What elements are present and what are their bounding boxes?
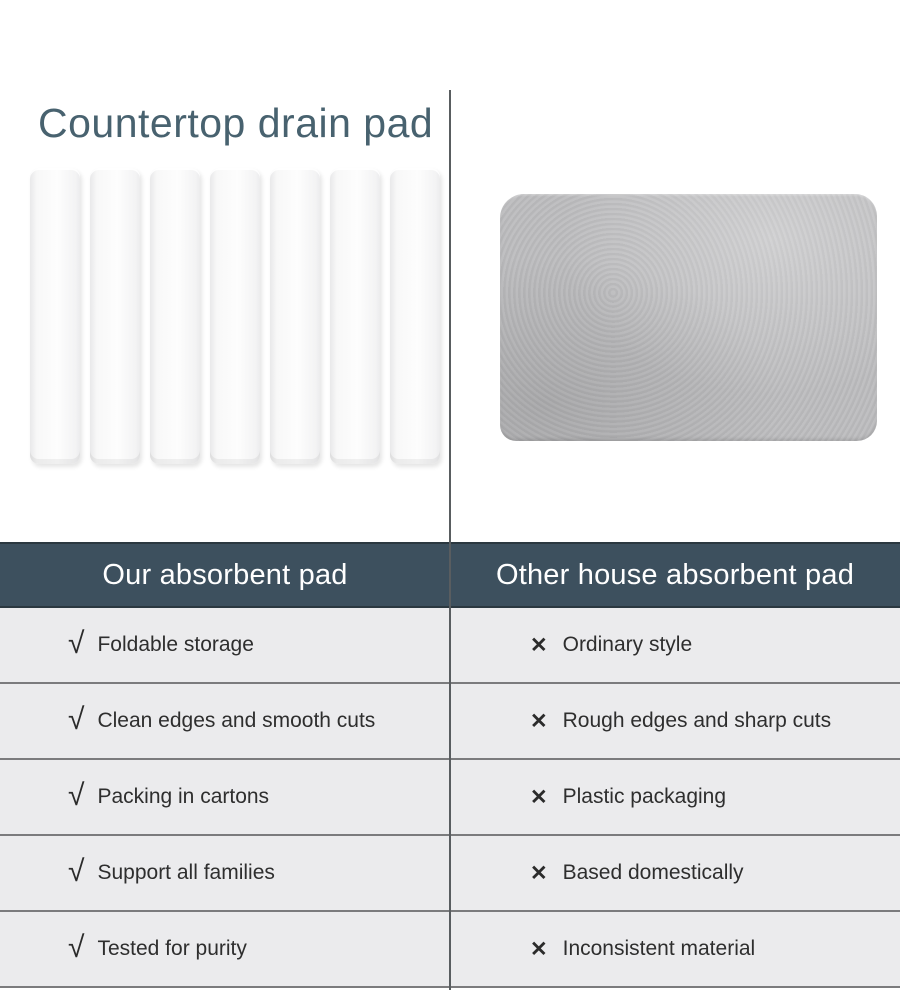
other-feature-cell <box>450 684 900 758</box>
pad-slat <box>30 168 80 464</box>
check-icon: √ <box>68 703 85 736</box>
feature-label: Tested for purity <box>97 937 247 960</box>
pad-slat <box>390 168 440 464</box>
other-pad-image <box>500 194 877 441</box>
our-feature-cell <box>0 912 450 986</box>
cross-icon: ✕ <box>530 861 548 885</box>
check-icon: √ <box>68 779 85 812</box>
other-feature-cell <box>450 912 900 986</box>
feature-label: Packing in cartons <box>97 785 270 808</box>
cross-icon: ✕ <box>530 633 548 657</box>
check-icon: √ <box>68 931 85 964</box>
feature-label: Ordinary style <box>562 633 693 656</box>
feature-label: Inconsistent material <box>562 937 756 960</box>
column-divider <box>449 90 451 990</box>
feature-label: Rough edges and sharp cuts <box>562 709 832 732</box>
page-title: Countertop drain pad <box>38 100 434 146</box>
our-feature-cell <box>0 684 450 758</box>
pad-slat <box>90 168 140 464</box>
feature-label: Based domestically <box>562 861 744 884</box>
cross-icon: ✕ <box>530 709 548 733</box>
cross-icon: ✕ <box>530 785 548 809</box>
our-feature-cell <box>0 760 450 834</box>
feature-label: Plastic packaging <box>562 785 727 808</box>
our-column-header: Our absorbent pad <box>102 558 348 591</box>
our-feature-cell <box>0 836 450 910</box>
cross-icon: ✕ <box>530 937 548 961</box>
other-feature-cell <box>450 836 900 910</box>
other-column-header: Other house absorbent pad <box>495 558 855 591</box>
feature-label: Foldable storage <box>97 633 254 656</box>
check-icon: √ <box>68 627 85 660</box>
our-pad-image <box>30 168 440 464</box>
pad-slat <box>210 168 260 464</box>
pad-slat <box>150 168 200 464</box>
other-feature-cell <box>450 608 900 682</box>
check-icon: √ <box>68 855 85 888</box>
pad-slat <box>330 168 380 464</box>
our-feature-cell <box>0 608 450 682</box>
pad-slat <box>270 168 320 464</box>
other-feature-cell <box>450 760 900 834</box>
feature-label: Support all families <box>97 861 275 884</box>
feature-label: Clean edges and smooth cuts <box>97 709 376 732</box>
